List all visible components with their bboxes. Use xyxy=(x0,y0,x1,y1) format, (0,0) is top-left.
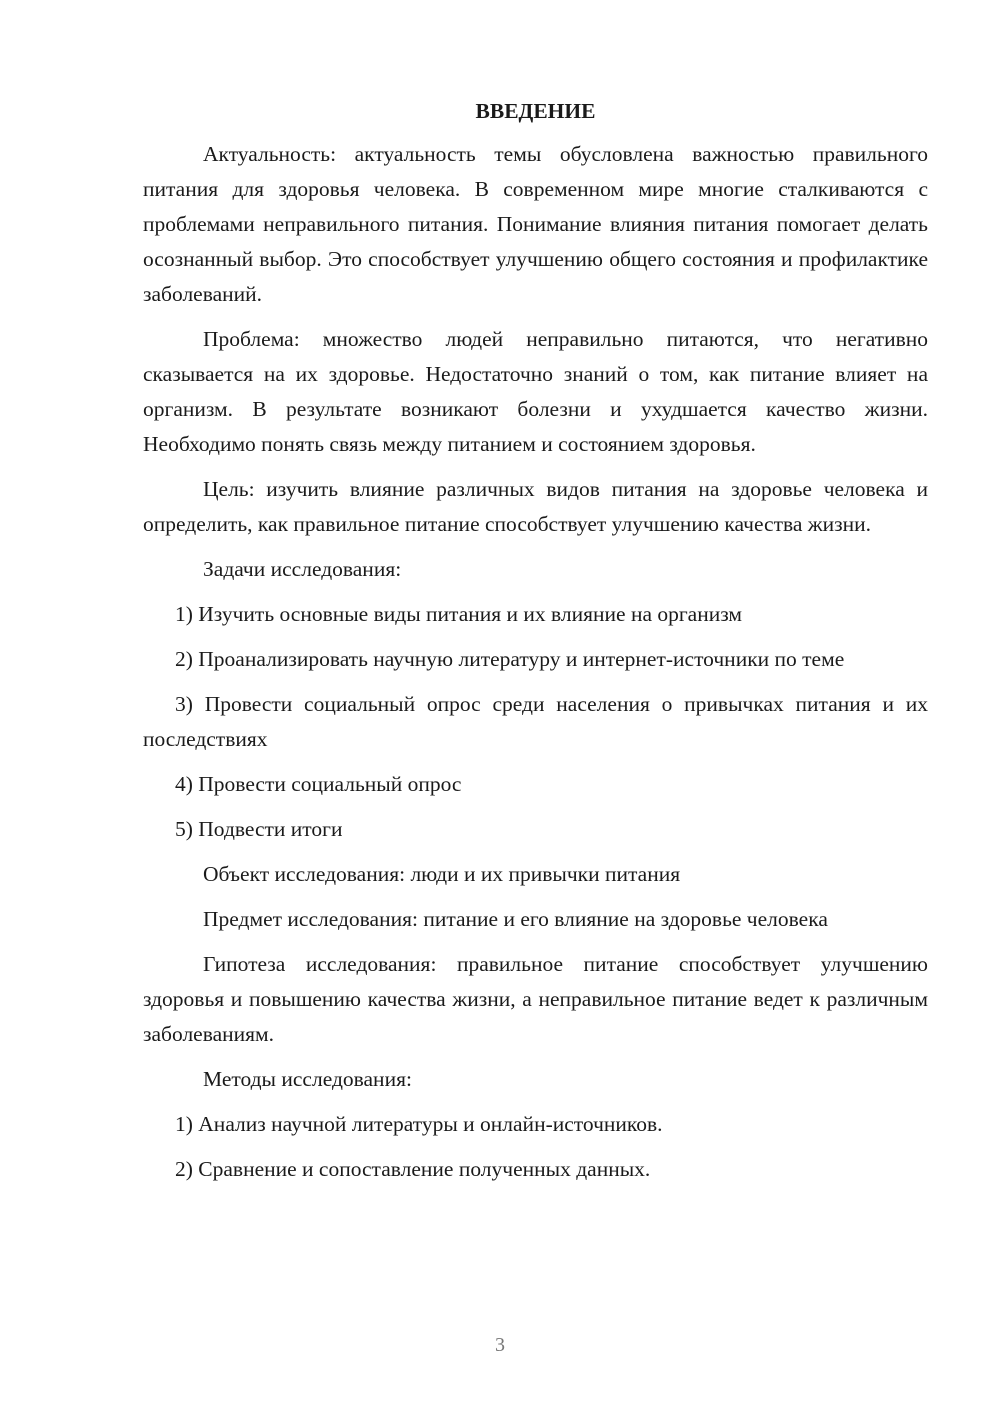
object-paragraph: Объект исследования: люди и их привычки питания xyxy=(203,862,681,886)
task-item-4: 4) Провести социальный опрос xyxy=(175,772,462,796)
task-item-3: 3) Провести социальный опрос среди населения о привычках питания и их последствиях xyxy=(143,692,928,751)
page-content xyxy=(143,96,928,1197)
problem-paragraph: Проблема: множество людей неправильно питаются, что негативно сказывается на их здоровье. Недостаточно знаний о том, как питание влияет на организм. В результате возникают болезни и ухудшается качество жизни. Необходимо понять связь между питанием и состоянием здоровья. xyxy=(143,327,928,456)
hypothesis-paragraph: Гипотеза исследования: правильное питание способствует улучшению здоровья и повышению качества жизни, а неправильное питание ведет к различным заболеваниям. xyxy=(143,952,928,1046)
method-item-1: 1) Анализ научной литературы и онлайн-источников. xyxy=(175,1112,663,1136)
page-number: 3 xyxy=(495,1334,505,1356)
methods-heading: Методы исследования: xyxy=(203,1067,412,1091)
relevance-paragraph: Актуальность: актуальность темы обусловлена важностью правильного питания для здоровья человека. В современном мире многие сталкиваются с проблемами неправильного питания. Понимание влияния питания помогает делать осознанный выбор. Это способствует улучшению общего состояния и профилактике заболеваний. xyxy=(143,142,928,306)
tasks-heading: Задачи исследования: xyxy=(203,557,402,581)
section-title: ВВЕДЕНИЕ xyxy=(475,99,596,123)
method-item-2: 2) Сравнение и сопоставление полученных данных. xyxy=(175,1157,651,1181)
task-item-5: 5) Подвести итоги xyxy=(175,817,343,841)
subject-paragraph: Предмет исследования: питание и его влияние на здоровье человека xyxy=(203,907,828,931)
goal-paragraph: Цель: изучить влияние различных видов питания на здоровье человека и определить, как правильное питание способствует улучшению качества жизни. xyxy=(143,477,928,536)
task-item-2: 2) Проанализировать научную литературу и интернет-источники по теме xyxy=(175,647,845,671)
task-item-1: 1) Изучить основные виды питания и их влияние на организм xyxy=(175,602,743,626)
